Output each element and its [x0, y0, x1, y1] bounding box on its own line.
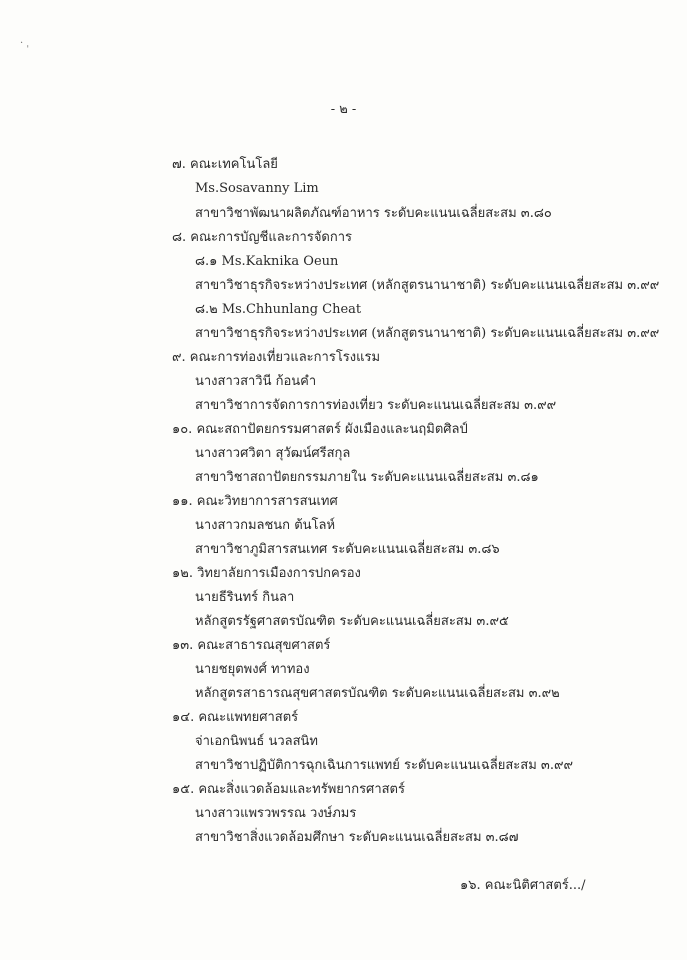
entry-line: Ms.Sosavanny Lim: [195, 181, 319, 196]
faculty-heading: ๘. คณะการบัญชีและการจัดการ: [172, 230, 353, 245]
entry-line: หลักสูตรสาธารณสุขศาสตรบัณฑิต ระดับคะแนนเฉลี่ยสะสม ๓.๙๒: [195, 686, 560, 701]
faculty-heading: ๑๑. คณะวิทยาการสารสนเทศ: [172, 494, 338, 509]
entry-line: สาขาวิชาธุรกิจระหว่างประเทศ (หลักสูตรนานาชาติ) ระดับคะแนนเฉลี่ยสะสม ๓.๙๙: [195, 278, 660, 293]
entry-line: หลักสูตรรัฐศาสตรบัณฑิต ระดับคะแนนเฉลี่ยสะสม ๓.๙๕: [195, 614, 509, 629]
entry-line: สาขาวิชาพัฒนาผลิตภัณฑ์อาหาร ระดับคะแนนเฉลี่ยสะสม ๓.๘๐: [195, 206, 552, 221]
entry-line: สาขาวิชาภูมิสารสนเทศ ระดับคะแนนเฉลี่ยสะสม ๓.๘๖: [195, 542, 500, 557]
entry-line: ๘.๒ Ms.Chhunlang Cheat: [195, 302, 362, 317]
faculty-heading: ๑๕. คณะสิ่งแวดล้อมและทรัพยากรศาสตร์: [172, 782, 405, 797]
entry-line: นายชยุตพงศ์ ทาทอง: [195, 662, 310, 677]
page-number: - ๒ -: [330, 102, 357, 117]
continuation-footer: ๑๖. คณะนิติศาสตร์.../: [460, 878, 586, 893]
entry-line: สาขาวิชาปฏิบัติการฉุกเฉินการแพทย์ ระดับคะแนนเฉลี่ยสะสม ๓.๙๙: [195, 758, 573, 773]
faculty-heading: ๙. คณะการท่องเที่ยวและการโรงแรม: [172, 350, 381, 365]
entry-line: นางสาวศวิตา สุวัฒน์ศรีสกุล: [195, 446, 351, 461]
entry-line: นางสาวกมลชนก ต้นโลห์: [195, 518, 336, 533]
entry-line: สาขาวิชาการจัดการการท่องเที่ยว ระดับคะแนนเฉลี่ยสะสม ๓.๙๙: [195, 398, 557, 413]
faculty-heading: ๑๔. คณะแพทยศาสตร์: [172, 710, 299, 725]
entry-line: ๘.๑ Ms.Kaknika Oeun: [195, 254, 339, 269]
entry-line: นายธีรินทร์ กินลา: [195, 590, 295, 605]
entry-line: สาขาวิชาสิ่งแวดล้อมศึกษา ระดับคะแนนเฉลี่ยสะสม ๓.๘๗: [195, 830, 519, 845]
faculty-heading: ๑๓. คณะสาธารณสุขศาสตร์: [172, 638, 331, 653]
entry-line: นางสาวสาวินี ก้อนคำ: [195, 374, 317, 389]
entry-line: สาขาวิชาธุรกิจระหว่างประเทศ (หลักสูตรนานาชาติ) ระดับคะแนนเฉลี่ยสะสม ๓.๙๙: [195, 326, 660, 341]
faculty-heading: ๗. คณะเทคโนโลยี: [172, 157, 278, 172]
faculty-heading: ๑๒. วิทยาลัยการเมืองการปกครอง: [172, 566, 361, 581]
entry-line: นางสาวแพรวพรรณ วงษ์ภมร: [195, 806, 357, 821]
entry-line: สาขาวิชาสถาปัตยกรรมภายใน ระดับคะแนนเฉลี่ยสะสม ๓.๘๑: [195, 470, 539, 485]
faculty-heading: ๑๐. คณะสถาปัตยกรรมศาสตร์ ผังเมืองและนฤมิตศิลป์: [172, 422, 468, 437]
scan-specks: · ˌ: [20, 38, 30, 49]
entry-line: จ่าเอกนิพนธ์ นวลสนิท: [195, 734, 318, 749]
